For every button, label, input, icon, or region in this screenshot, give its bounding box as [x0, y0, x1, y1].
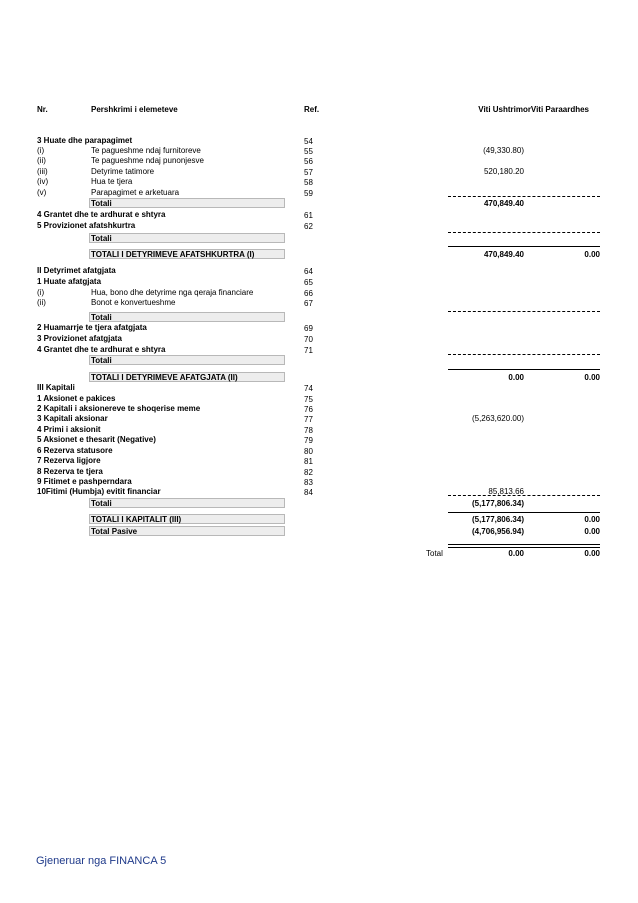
- row-description: Totali: [91, 199, 112, 208]
- row-description: TOTALI I DETYRIMEVE AFATSHKURTRA (I): [91, 250, 255, 259]
- row-number: (iii): [37, 167, 48, 176]
- solid-rule: [448, 544, 600, 545]
- row-ref: 76: [304, 405, 313, 414]
- row-number: (ii): [37, 298, 46, 307]
- row-description: Hua, bono dhe detyrime nga qeraja financiare: [91, 288, 254, 297]
- row-previous-year: 0.00: [584, 373, 600, 382]
- dashed-rule: [448, 311, 600, 312]
- row-ref: 74: [304, 384, 313, 393]
- row-ref: 83: [304, 478, 313, 487]
- row-ref: 65: [304, 278, 313, 287]
- row-ref: 77: [304, 415, 313, 424]
- row-ref: 66: [304, 289, 313, 298]
- row-number: II Detyrimet afatgjata: [37, 266, 116, 275]
- row-number: (iv): [37, 177, 49, 186]
- header-current-year: Viti Ushtrimor: [478, 105, 531, 114]
- row-current-year: 520,180.20: [483, 167, 524, 176]
- row-number: 5 Provizionet afatshkurtra: [37, 221, 136, 230]
- solid-rule: [448, 512, 600, 513]
- row-description: Hua te tjera: [91, 177, 133, 186]
- total-label-box: [89, 233, 285, 243]
- row-ref: 69: [304, 324, 313, 333]
- row-ref: 78: [304, 426, 313, 435]
- row-number: 3 Huate dhe parapagimet: [37, 136, 133, 145]
- row-number: 3 Provizionet afatgjata: [37, 334, 122, 343]
- dashed-rule: [448, 232, 600, 233]
- row-current-year: (5,177,806.34): [471, 515, 524, 524]
- row-description: TOTALI I KAPITALIT (III): [91, 515, 182, 524]
- row-number: 1 Aksionet e pakices: [37, 394, 116, 403]
- row-number: III Kapitali: [37, 383, 75, 392]
- row-number: 2 Kapitali i aksionereve te shoqerise meme: [37, 404, 201, 413]
- row-description: Bonot e konvertueshme: [91, 298, 176, 307]
- row-number: 7 Rezerva ligjore: [37, 456, 101, 465]
- header-ref: Ref.: [304, 105, 320, 114]
- row-number: 2 Huamarrje te tjera afatgjata: [37, 323, 147, 332]
- row-ref: 84: [304, 488, 313, 497]
- row-ref: 67: [304, 299, 313, 308]
- row-description: Totali: [91, 499, 112, 508]
- total-previous: 0.00: [584, 549, 600, 558]
- row-ref: 79: [304, 436, 313, 445]
- row-ref: 61: [304, 211, 313, 220]
- row-current-year: 470,849.40: [483, 199, 524, 208]
- solid-rule: [448, 246, 600, 247]
- row-previous-year: 0.00: [584, 527, 600, 536]
- row-description: Total Pasive: [91, 527, 138, 536]
- row-number: 8 Rezerva te tjera: [37, 467, 103, 476]
- total-label-box: [89, 355, 285, 365]
- solid-rule: [448, 547, 600, 548]
- row-description: Parapagimet e arketuara: [91, 188, 180, 197]
- row-number: 4 Primi i aksionit: [37, 425, 101, 434]
- row-number: (ii): [37, 156, 46, 165]
- total-current: 0.00: [508, 549, 524, 558]
- row-ref: 81: [304, 457, 313, 466]
- row-description: Te pagueshme ndaj punonjesve: [91, 156, 204, 165]
- total-label: Total: [426, 549, 443, 558]
- solid-rule: [448, 369, 600, 370]
- row-current-year: (5,177,806.34): [471, 499, 524, 508]
- dashed-rule: [448, 495, 600, 496]
- footer-text: Gjeneruar nga FINANCA 5: [36, 855, 167, 867]
- row-description: Detyrime tatimore: [91, 167, 155, 176]
- header-description: Pershkrimi i elemeteve: [91, 105, 178, 114]
- row-ref: 70: [304, 335, 313, 344]
- row-ref: 59: [304, 189, 313, 198]
- row-ref: 71: [304, 346, 313, 355]
- row-ref: 64: [304, 267, 313, 276]
- row-number: (v): [37, 188, 47, 197]
- row-number: 5 Aksionet e thesarit (Negative): [37, 435, 156, 444]
- row-description: TOTALI I DETYRIMEVE AFATGJATA (II): [91, 373, 238, 382]
- row-number: 6 Rezerva statusore: [37, 446, 113, 455]
- row-ref: 62: [304, 222, 313, 231]
- row-current-year: 0.00: [508, 373, 524, 382]
- header-nr: Nr.: [37, 105, 48, 114]
- row-ref: 75: [304, 395, 313, 404]
- row-ref: 58: [304, 178, 313, 187]
- row-ref: 57: [304, 168, 313, 177]
- header-previous-year: Viti Paraardhes: [530, 105, 589, 114]
- row-description: Totali: [91, 313, 112, 322]
- row-current-year: 470,849.40: [483, 250, 524, 259]
- row-current-year: (49,330.80): [483, 146, 524, 155]
- row-description: Totali: [91, 356, 112, 365]
- row-number: 1 Huate afatgjata: [37, 277, 102, 286]
- total-label-box: [89, 498, 285, 508]
- row-ref: 80: [304, 447, 313, 456]
- row-previous-year: 0.00: [584, 515, 600, 524]
- dashed-rule: [448, 196, 600, 197]
- row-number: 4 Grantet dhe te ardhurat e shtyra: [37, 345, 166, 354]
- row-number: 4 Grantet dhe te ardhurat e shtyra: [37, 210, 166, 219]
- row-previous-year: 0.00: [584, 250, 600, 259]
- row-ref: 55: [304, 147, 313, 156]
- row-number: 3 Kapitali aksionar: [37, 414, 108, 423]
- total-label-box: [89, 198, 285, 208]
- row-number: (i): [37, 146, 45, 155]
- row-number: (i): [37, 288, 45, 297]
- row-current-year: (5,263,620.00): [471, 414, 524, 423]
- row-current-year: (4,706,956.94): [471, 527, 524, 536]
- total-label-box: [89, 312, 285, 322]
- row-current-year: 85,813.66: [488, 487, 524, 496]
- row-ref: 54: [304, 137, 313, 146]
- row-ref: 56: [304, 157, 313, 166]
- row-description: Totali: [91, 234, 112, 243]
- row-number: 9 Fitimet e pashperndara: [37, 477, 132, 486]
- row-description: Te pagueshme ndaj furnitoreve: [91, 146, 201, 155]
- row-number: 10Fitimi (Humbja) evitit financiar: [37, 487, 161, 496]
- dashed-rule: [448, 354, 600, 355]
- row-ref: 82: [304, 468, 313, 477]
